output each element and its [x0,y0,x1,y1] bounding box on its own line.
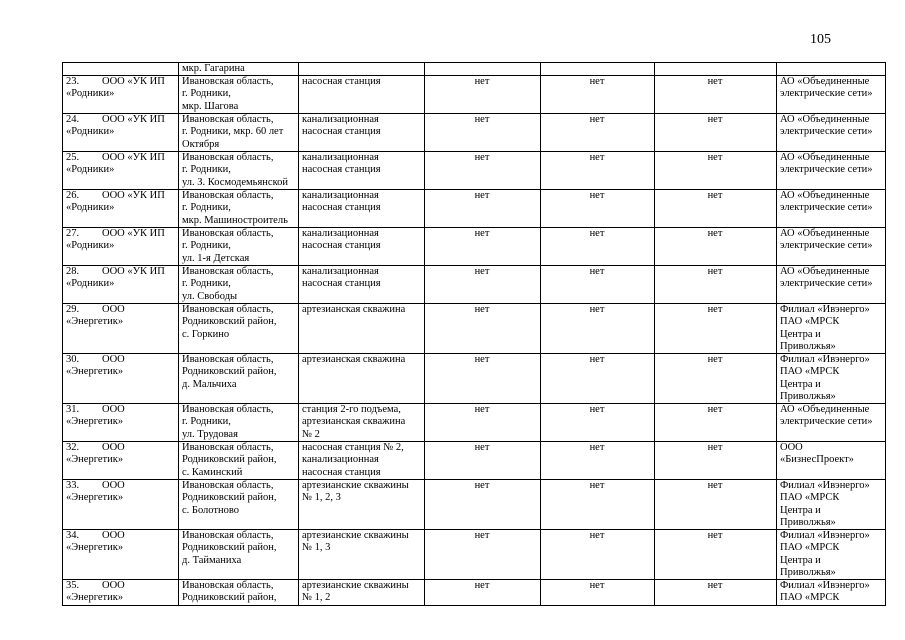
flag-cell-1: нет [425,114,541,152]
table-row [63,480,886,530]
object-cell: канализационная насосная станция [299,190,425,228]
table-row [63,190,886,228]
flag-cell-1: нет [425,480,541,530]
flag-cell-3: нет [655,152,777,190]
flag-cell-2: нет [541,304,655,354]
flag-cell-3: нет [655,580,777,606]
org-name: ООО «Энергетик» [66,304,125,328]
table-row [63,63,886,76]
table-row [63,152,886,190]
object-cell [299,63,425,76]
supplier-cell: Филиал «Ивэнерго» ПАО «МРСК Центра и Приволжья» [777,480,886,530]
table-row [63,530,886,580]
object-cell: артезианские скважины № 1, 2, 3 [299,480,425,530]
org-cell [63,114,179,152]
flag-cell-3: нет [655,480,777,530]
row-number: 34. [66,530,80,542]
org-cell [63,190,179,228]
org-cell [63,76,179,114]
table-row [63,304,886,354]
address-cell: Ивановская область, Родниковский район, с. Горкино [179,304,299,354]
table-row [63,442,886,480]
supplier-cell: АО «Объединенные электрические сети» [777,76,886,114]
flag-cell-1: нет [425,228,541,266]
object-cell: насосная станция № 2, канализационная насосная станция [299,442,425,480]
flag-cell-3: нет [655,442,777,480]
row-number: 23. [66,76,80,88]
flag-cell-2: нет [541,76,655,114]
org-cell [63,530,179,580]
flag-cell-2: нет [541,190,655,228]
flag-cell-2: нет [541,530,655,580]
flag-cell-1: нет [425,190,541,228]
org-name: ООО «УК ИП «Родники» [66,190,165,214]
org-name: ООО «УК ИП «Родники» [66,114,165,138]
flag-cell-1: нет [425,530,541,580]
flag-cell-1: нет [425,354,541,404]
row-number: 25. [66,152,80,164]
address-cell: Ивановская область, г. Родники, ул. 1-я Детская [179,228,299,266]
org-cell [63,266,179,304]
org-cell [63,152,179,190]
org-name: ООО «Энергетик» [66,354,125,378]
table-row [63,580,886,606]
flag-cell-3: нет [655,114,777,152]
org-name: ООО «Энергетик» [66,580,125,604]
object-cell: канализационная насосная станция [299,152,425,190]
object-cell: артезианские скважины № 1, 2 [299,580,425,606]
flag-cell-2: нет [541,114,655,152]
address-cell: Ивановская область, Родниковский район, д. Тайманиха [179,530,299,580]
object-cell: канализационная насосная станция [299,266,425,304]
object-cell: артезианская скважина [299,354,425,404]
table-row [63,404,886,442]
org-name: ООО «УК ИП «Родники» [66,228,165,252]
table-row [63,76,886,114]
object-cell: канализационная насосная станция [299,114,425,152]
flag-cell-3: нет [655,530,777,580]
flag-cell-1: нет [425,76,541,114]
table-row [63,228,886,266]
object-cell: артезианская скважина [299,304,425,354]
flag-cell-3: нет [655,404,777,442]
org-name: ООО «УК ИП «Родники» [66,152,165,176]
row-number: 26. [66,190,80,202]
object-cell: артезианские скважины № 1, 3 [299,530,425,580]
address-cell: Ивановская область, Родниковский район, д. Мальчиха [179,354,299,404]
org-cell [63,228,179,266]
supplier-cell: Филиал «Ивэнерго» ПАО «МРСК Центра и Приволжья» [777,354,886,404]
org-cell [63,63,179,76]
flag-cell-1 [425,63,541,76]
address-cell: мкр. Гагарина [179,63,299,76]
flag-cell-1: нет [425,266,541,304]
address-cell: Ивановская область, г. Родники, ул. Свободы [179,266,299,304]
address-cell: Ивановская область, г. Родники, мкр. Машиностроитель [179,190,299,228]
row-number: 33. [66,480,80,492]
address-cell: Ивановская область, Родниковский район, [179,580,299,606]
org-cell [63,480,179,530]
row-number: 35. [66,580,80,592]
table-row [63,114,886,152]
org-name: ООО «Энергетик» [66,404,125,428]
supplier-cell: Филиал «Ивэнерго» ПАО «МРСК Центра и Приволжья» [777,530,886,580]
flag-cell-1: нет [425,404,541,442]
address-cell: Ивановская область, г. Родники, мкр. 60 лет Октября [179,114,299,152]
org-name: ООО «УК ИП «Родники» [66,76,165,100]
supplier-cell: АО «Объединенные электрические сети» [777,152,886,190]
supplier-cell: Филиал «Ивэнерго» ПАО «МРСК [777,580,886,606]
registry-table [62,62,886,606]
supplier-cell: ООО «БизнесПроект» [777,442,886,480]
row-number: 29. [66,304,80,316]
row-number: 30. [66,354,80,366]
org-cell [63,354,179,404]
org-cell [63,404,179,442]
supplier-cell: АО «Объединенные электрические сети» [777,114,886,152]
flag-cell-2: нет [541,442,655,480]
page-number: 105 [810,32,831,47]
object-cell: станция 2-го подъема, артезианская скважина № 2 [299,404,425,442]
flag-cell-3: нет [655,228,777,266]
org-cell [63,442,179,480]
supplier-cell: АО «Объединенные электрические сети» [777,404,886,442]
object-cell: насосная станция [299,76,425,114]
flag-cell-2: нет [541,228,655,266]
supplier-cell: АО «Объединенные электрические сети» [777,266,886,304]
flag-cell-3: нет [655,76,777,114]
flag-cell-1: нет [425,304,541,354]
org-cell [63,304,179,354]
flag-cell-3 [655,63,777,76]
address-cell: Ивановская область, Родниковский район, с. Каминский [179,442,299,480]
row-number: 28. [66,266,80,278]
address-cell: Ивановская область, г. Родники, ул. З. Космодемьянской [179,152,299,190]
flag-cell-1: нет [425,152,541,190]
table-body [63,63,886,606]
flag-cell-3: нет [655,304,777,354]
supplier-cell: АО «Объединенные электрические сети» [777,190,886,228]
table-row [63,266,886,304]
flag-cell-2: нет [541,580,655,606]
flag-cell-3: нет [655,190,777,228]
org-name: ООО «Энергетик» [66,530,125,554]
flag-cell-2: нет [541,266,655,304]
address-cell: Ивановская область, г. Родники, ул. Трудовая [179,404,299,442]
flag-cell-2: нет [541,152,655,190]
row-number: 31. [66,404,80,416]
org-cell [63,580,179,606]
row-number: 24. [66,114,80,126]
flag-cell-3: нет [655,354,777,404]
flag-cell-2: нет [541,354,655,404]
object-cell: канализационная насосная станция [299,228,425,266]
org-name: ООО «УК ИП «Родники» [66,266,165,290]
row-number: 32. [66,442,80,454]
supplier-cell: АО «Объединенные электрические сети» [777,228,886,266]
org-name: ООО «Энергетик» [66,480,125,504]
flag-cell-2 [541,63,655,76]
org-name: ООО «Энергетик» [66,442,125,466]
address-cell: Ивановская область, г. Родники, мкр. Шагова [179,76,299,114]
supplier-cell [777,63,886,76]
flag-cell-3: нет [655,266,777,304]
supplier-cell: Филиал «Ивэнерго» ПАО «МРСК Центра и Приволжья» [777,304,886,354]
table-row [63,354,886,404]
flag-cell-2: нет [541,404,655,442]
row-number: 27. [66,228,80,240]
address-cell: Ивановская область, Родниковский район, с. Болотново [179,480,299,530]
flag-cell-1: нет [425,442,541,480]
flag-cell-1: нет [425,580,541,606]
flag-cell-2: нет [541,480,655,530]
